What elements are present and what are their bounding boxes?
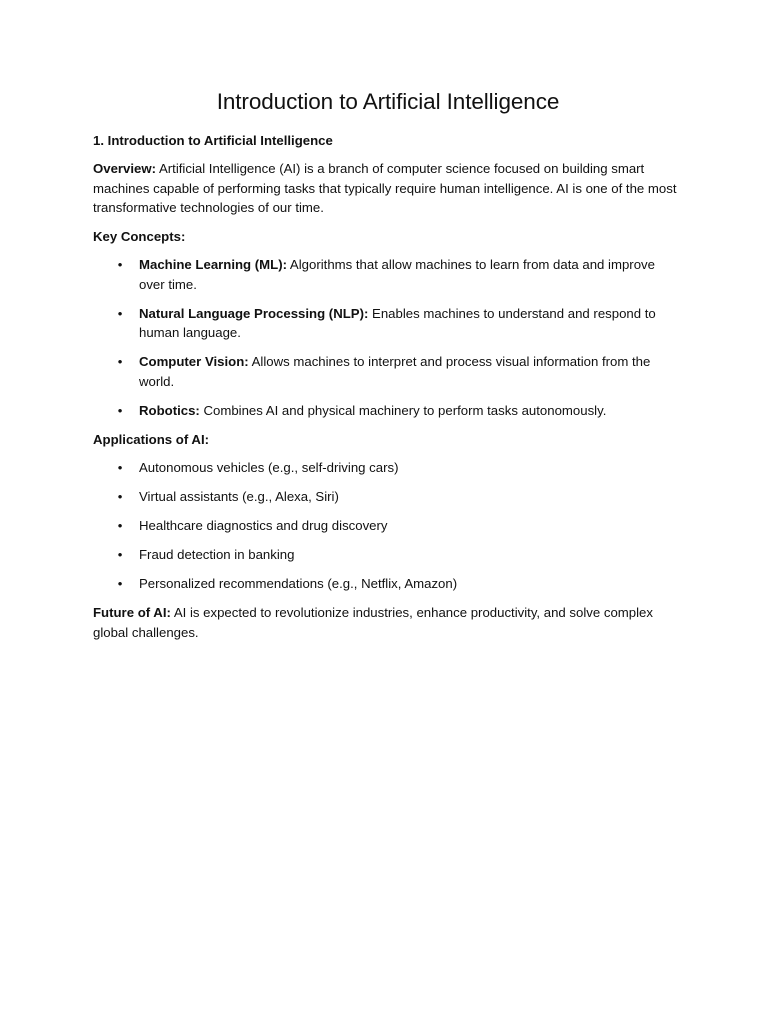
list-item xyxy=(93,545,683,565)
concept-label: Robotics: xyxy=(139,402,200,418)
future-paragraph xyxy=(93,603,683,642)
list-item xyxy=(93,352,683,391)
application-text: Fraud detection in banking xyxy=(139,547,295,562)
concept-text: Algorithms that allow machines to learn from data and improve over time. xyxy=(139,257,655,292)
bullet-icon: • xyxy=(117,518,123,533)
bullet-icon: • xyxy=(117,460,123,475)
list-item xyxy=(93,401,683,421)
bullet-icon: • xyxy=(117,305,123,321)
bullet-icon: • xyxy=(117,489,123,504)
application-text: Personalized recommendations (e.g., Netflix, Amazon) xyxy=(139,576,458,591)
document-content xyxy=(93,86,683,651)
future-label: Future of AI: xyxy=(93,605,171,620)
bullet-icon: • xyxy=(117,257,123,272)
applications-list xyxy=(93,458,683,594)
application-text: Autonomous vehicles (e.g., self-driving cars) xyxy=(139,460,399,475)
applications-heading: Applications of AI: xyxy=(93,431,209,447)
bullet-icon: • xyxy=(117,354,123,369)
concept-text: Allows machines to interpret and process visual information from the world. xyxy=(139,354,651,389)
application-text: Virtual assistants (e.g., Alexa, Siri) xyxy=(139,489,339,504)
list-item xyxy=(93,516,683,536)
overview-text: Artificial Intelligence (AI) is a branch of computer science focused on building smart machines capable of performing tasks that typically require human intelligence. AI is one of the most transformative technologies of our time. xyxy=(93,161,677,215)
concept-text: Combines AI and physical machinery to perform tasks autonomously. xyxy=(199,402,607,418)
concept-label: Computer Vision: xyxy=(139,354,249,369)
concept-text: Enables machines to understand and respond to human language. xyxy=(139,305,656,340)
overview-paragraph xyxy=(93,159,683,218)
list-item xyxy=(93,255,683,294)
list-item xyxy=(93,458,683,478)
list-item xyxy=(93,487,683,507)
concept-label: Machine Learning (ML): xyxy=(139,257,287,272)
section-heading: 1. Introduction to Artificial Intelligence xyxy=(93,133,333,148)
key-concepts-heading: Key Concepts: xyxy=(93,228,186,244)
future-text: AI is expected to revolutionize industries, enhance productivity, and solve complex global challenges. xyxy=(93,605,653,640)
list-item xyxy=(93,304,683,343)
concept-label: Natural Language Processing (NLP): xyxy=(139,305,369,321)
page-title: Introduction to Artificial Intelligence xyxy=(216,89,560,114)
key-concepts-list xyxy=(93,255,683,420)
bullet-icon: • xyxy=(117,402,123,418)
bullet-icon: • xyxy=(117,576,123,591)
overview-label: Overview: xyxy=(93,161,157,176)
list-item xyxy=(93,574,683,594)
bullet-icon: • xyxy=(117,547,123,562)
application-text: Healthcare diagnostics and drug discovery xyxy=(139,518,388,533)
